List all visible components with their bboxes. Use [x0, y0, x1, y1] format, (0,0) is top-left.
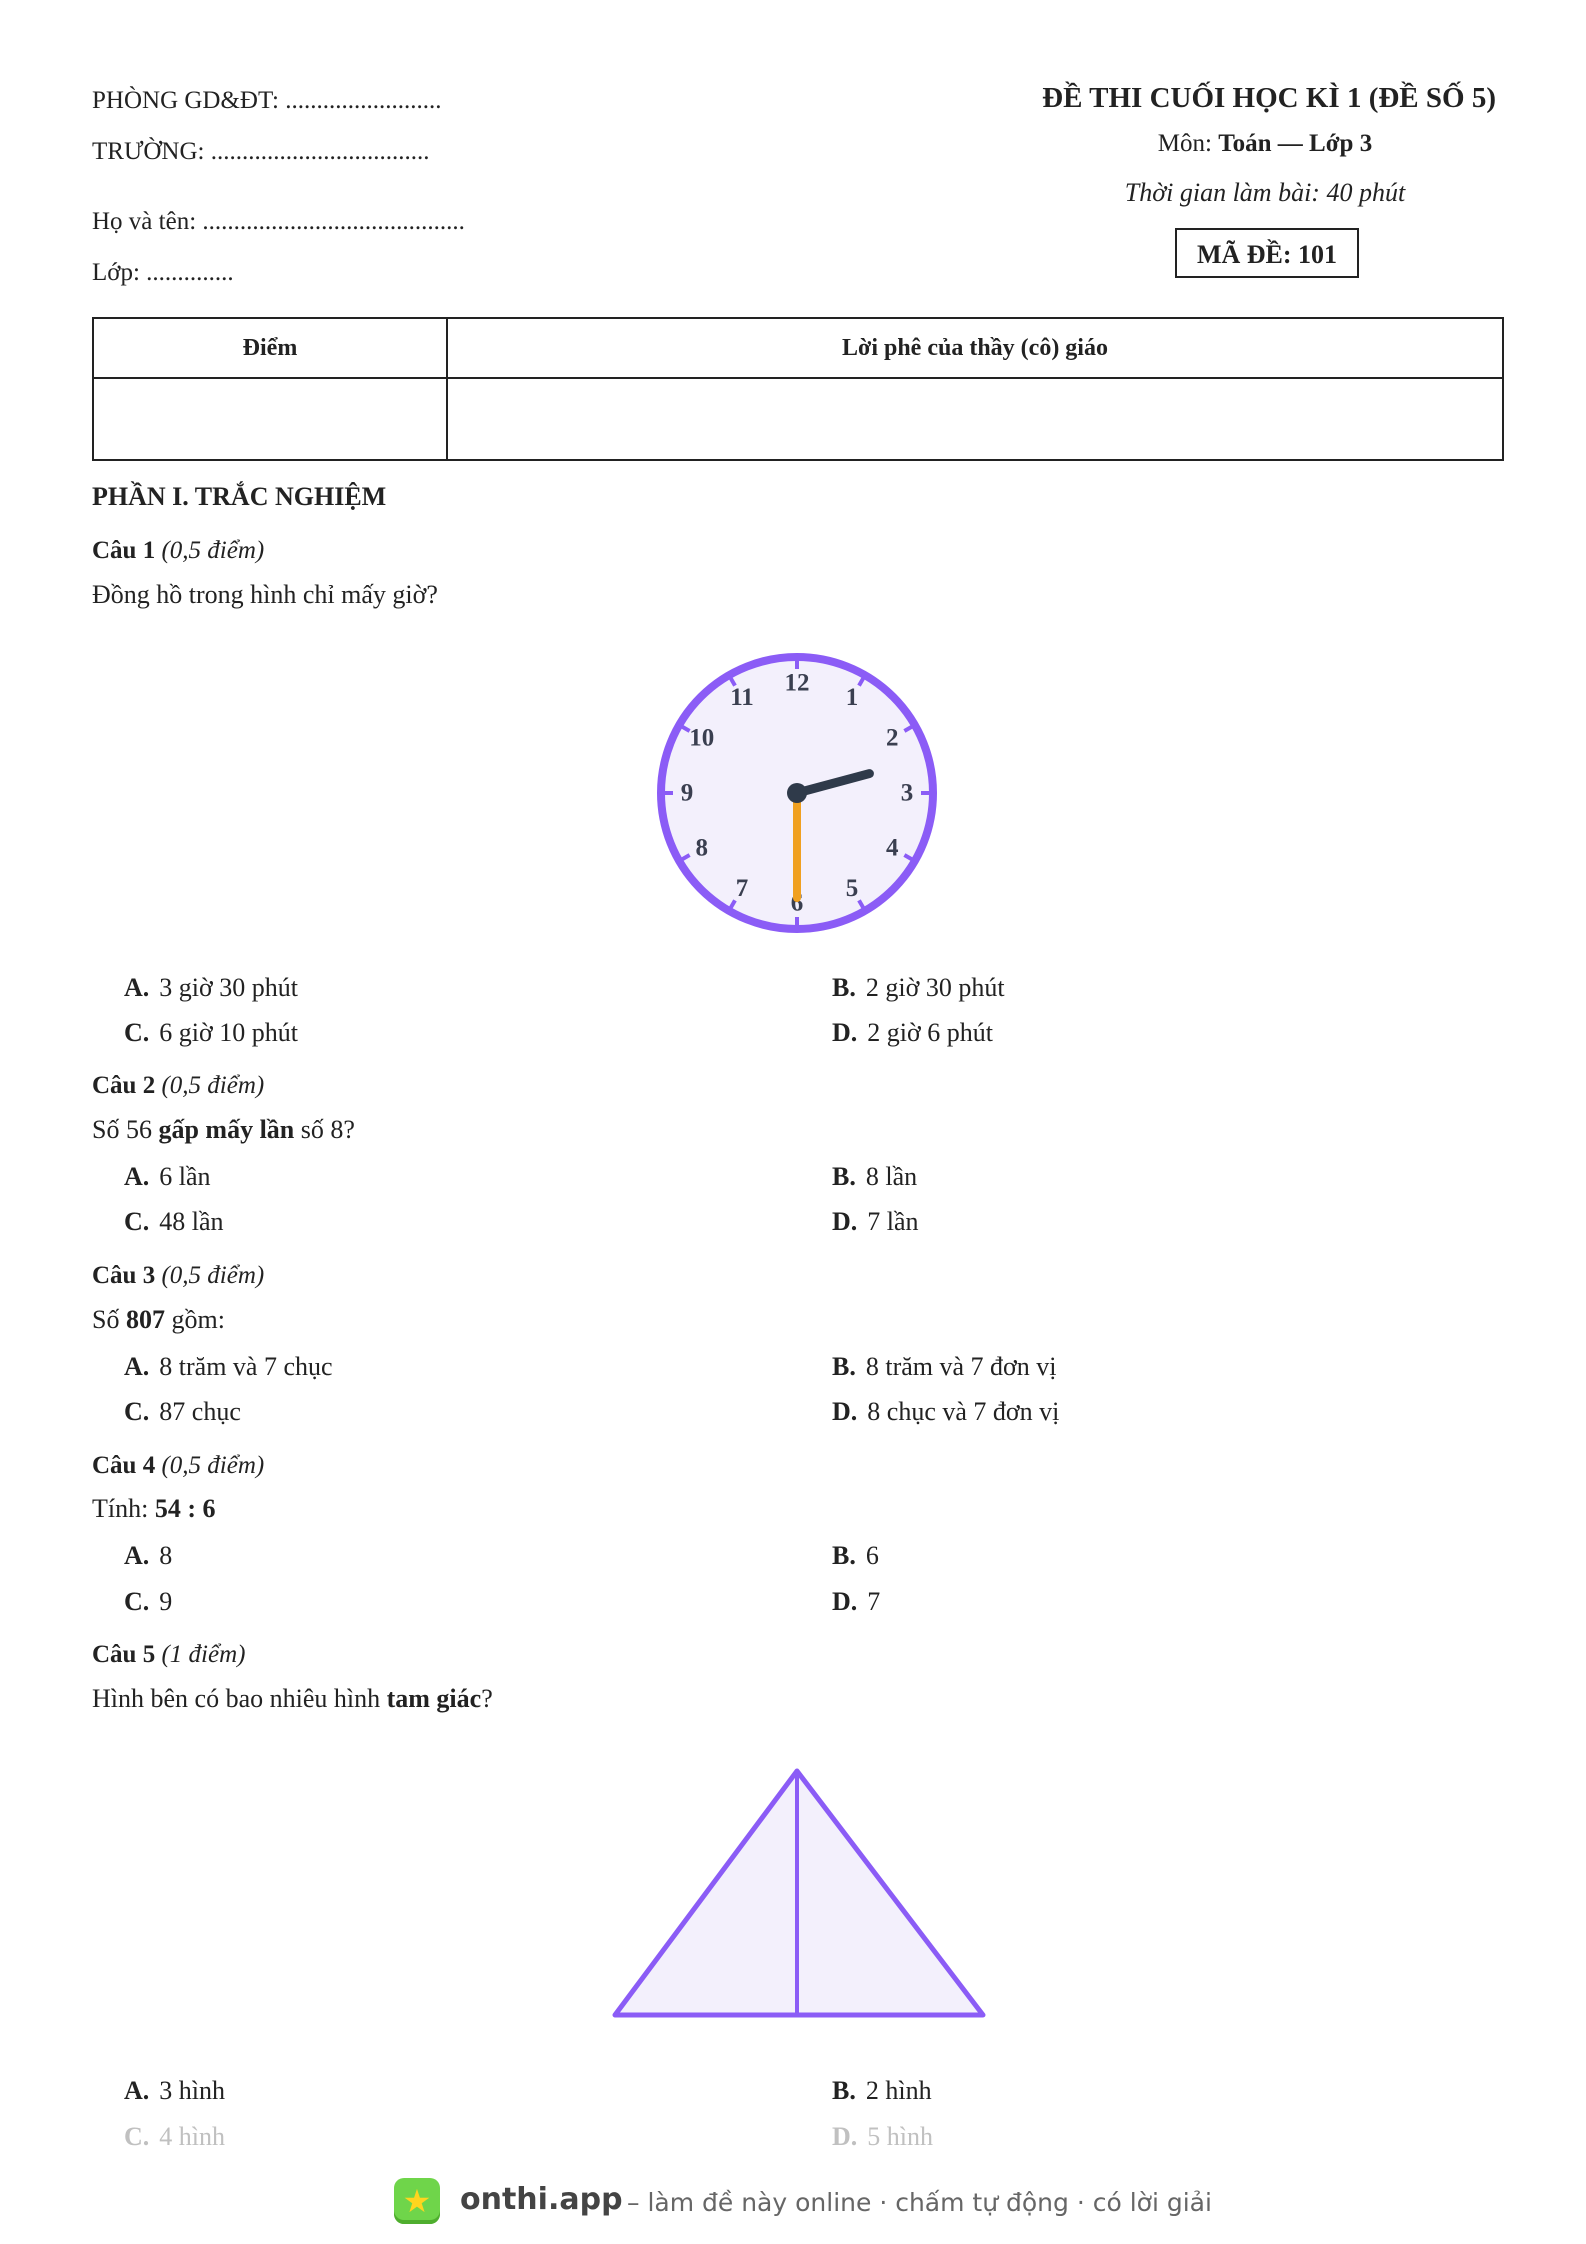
clock-number: 1 — [845, 684, 859, 712]
option-text: 2 giờ 6 phút — [867, 1018, 993, 1047]
question-text-part: Số 56 — [92, 1115, 159, 1144]
option-2a[interactable] — [124, 1162, 211, 1192]
question-text-bold: gấp mấy lần — [158, 1115, 295, 1144]
option-1a[interactable] — [124, 973, 298, 1003]
onthi-logo[interactable] — [394, 2178, 440, 2224]
question-text-part: Số — [92, 1305, 126, 1334]
clock-center — [787, 783, 807, 803]
option-4b[interactable] — [832, 1541, 879, 1571]
question-1-header — [92, 537, 264, 565]
option-text: 8 lần — [865, 1162, 918, 1191]
option-text: 8 — [159, 1541, 173, 1570]
option-text: 8 chục và 7 đơn vị — [867, 1397, 1060, 1426]
question-3-header — [92, 1262, 264, 1290]
option-letter: B. — [832, 2076, 856, 2105]
question-3-text — [92, 1305, 225, 1335]
subject-prefix: Môn: — [1157, 130, 1219, 157]
option-letter: D. — [832, 1587, 858, 1616]
option-text: 7 lần — [867, 1207, 919, 1236]
option-letter: C. — [124, 2122, 150, 2151]
question-points: (0,5 điểm) — [161, 1452, 265, 1479]
clock-number: 7 — [735, 874, 749, 902]
option-text: 87 chục — [159, 1397, 241, 1426]
clock-number: 6 — [790, 889, 804, 917]
promo-footer — [0, 2170, 1586, 2230]
question-4-header — [92, 1452, 264, 1480]
question-5-text — [92, 1684, 493, 1714]
question-4-text — [92, 1494, 216, 1524]
question-1-text: Đồng hồ trong hình chỉ mấy giờ? — [92, 580, 438, 609]
option-text: 8 trăm và 7 chục — [159, 1352, 333, 1381]
class-field: Lớp: .............. — [92, 259, 234, 286]
option-letter: D. — [832, 1397, 858, 1426]
option-5d[interactable] — [832, 2122, 933, 2152]
comment-header: Lời phê của thầy (cô) giáo — [447, 318, 1503, 378]
question-text-part: Hình bên có bao nhiêu hình — [92, 1684, 387, 1713]
question-label: Câu 2 — [92, 1072, 156, 1099]
option-3a[interactable] — [124, 1352, 333, 1382]
question-5-header — [92, 1641, 245, 1669]
student-name-field: Họ và tên: .......................................... — [92, 208, 465, 235]
section-title: PHẦN I. TRẮC NGHIỆM — [92, 482, 387, 511]
clock-number: 3 — [900, 779, 914, 807]
option-letter: A. — [124, 973, 150, 1002]
clock-number: 9 — [680, 779, 694, 807]
exam-title: ĐỀ THI CUỐI HỌC KÌ 1 (ĐỀ SỐ 5) — [1042, 82, 1496, 114]
option-5a[interactable] — [124, 2076, 225, 2106]
option-letter: C. — [124, 1018, 150, 1047]
subject-value: Toán — Lớp 3 — [1218, 130, 1373, 157]
option-text: 7 — [867, 1587, 881, 1616]
triangle-figure — [605, 1765, 990, 2025]
option-text: 6 giờ 10 phút — [159, 1018, 298, 1047]
score-header: Điểm — [93, 318, 447, 378]
option-letter: B. — [832, 1162, 856, 1191]
option-text: 6 lần — [159, 1162, 211, 1191]
option-2d[interactable] — [832, 1207, 919, 1237]
option-letter: A. — [124, 1541, 150, 1570]
brand-link[interactable]: onthi.app — [460, 2182, 623, 2217]
clock-number: 11 — [730, 684, 754, 712]
clock-number: 12 — [784, 669, 810, 697]
option-1c[interactable] — [124, 1018, 298, 1048]
score-cell — [93, 378, 447, 460]
option-text: 2 giờ 30 phút — [865, 973, 1005, 1002]
option-text: 2 hình — [865, 2076, 932, 2105]
option-letter: B. — [832, 1352, 856, 1381]
clock-figure — [652, 648, 942, 938]
option-text: 6 — [865, 1541, 879, 1570]
comment-cell — [447, 378, 1503, 460]
option-4d[interactable] — [832, 1587, 880, 1617]
question-points: (0,5 điểm) — [161, 1072, 265, 1099]
office-field: PHÒNG GD&ĐT: ......................... — [92, 87, 442, 114]
option-text: 3 giờ 30 phút — [159, 973, 298, 1002]
subject-line — [1060, 130, 1470, 158]
option-2c[interactable] — [124, 1207, 224, 1237]
option-text: 9 — [159, 1587, 173, 1616]
option-letter: C. — [124, 1207, 150, 1236]
question-text-part: số 8? — [294, 1115, 355, 1144]
question-2-text — [92, 1115, 355, 1145]
option-text: 8 trăm và 7 đơn vị — [865, 1352, 1057, 1381]
exam-time: Thời gian làm bài: 40 phút — [1124, 178, 1406, 207]
option-letter: C. — [124, 1397, 150, 1426]
option-letter: A. — [124, 1352, 150, 1381]
question-text-bold: tam giác — [386, 1684, 482, 1713]
school-field: TRƯỜNG: ................................... — [92, 138, 430, 165]
option-1d[interactable] — [832, 1018, 993, 1048]
option-1b[interactable] — [832, 973, 1005, 1003]
footer-tagline: – làm đề này online · chấm tự động · có lời giải — [627, 2188, 1212, 2217]
question-label: Câu 5 — [92, 1641, 156, 1668]
clock-number: 2 — [886, 724, 899, 752]
option-4c[interactable] — [124, 1587, 172, 1617]
option-letter: A. — [124, 1162, 150, 1191]
question-text-part: Tính: — [92, 1494, 155, 1523]
option-5b[interactable] — [832, 2076, 932, 2106]
question-points: (1 điểm) — [161, 1641, 246, 1668]
question-label: Câu 4 — [92, 1452, 156, 1479]
option-letter: B. — [832, 1541, 856, 1570]
option-4a[interactable] — [124, 1541, 172, 1571]
option-letter: D. — [832, 1018, 858, 1047]
option-letter: A. — [124, 2076, 150, 2105]
question-text-part: gồm: — [164, 1305, 225, 1334]
option-letter: B. — [832, 973, 856, 1002]
exam-code: MÃ ĐỀ: 101 — [1175, 228, 1359, 278]
question-points: (0,5 điểm) — [161, 1262, 265, 1289]
question-label: Câu 1 — [92, 537, 156, 564]
option-3b[interactable] — [832, 1352, 1057, 1382]
option-letter: D. — [832, 2122, 858, 2151]
score-table — [92, 317, 1504, 461]
option-text: 4 hình — [159, 2122, 226, 2151]
question-2-header — [92, 1072, 264, 1100]
clock-number: 10 — [689, 724, 715, 752]
question-label: Câu 3 — [92, 1262, 156, 1289]
option-text: 48 lần — [159, 1207, 224, 1236]
clock-number: 8 — [695, 834, 708, 862]
question-text-bold: 54 : 6 — [154, 1494, 216, 1523]
option-3c[interactable] — [124, 1397, 241, 1427]
star-icon: ★ — [402, 2182, 432, 2220]
question-text-bold: 807 — [125, 1305, 165, 1334]
option-letter: D. — [832, 1207, 858, 1236]
question-text-part: ? — [481, 1684, 493, 1713]
option-2b[interactable] — [832, 1162, 917, 1192]
option-text: 5 hình — [867, 2122, 934, 2151]
clock-number: 5 — [845, 874, 859, 902]
clock-number: 4 — [886, 834, 899, 862]
option-text: 3 hình — [159, 2076, 226, 2105]
option-3d[interactable] — [832, 1397, 1059, 1427]
option-letter: C. — [124, 1587, 150, 1616]
option-5c[interactable] — [124, 2122, 225, 2152]
question-points: (0,5 điểm) — [161, 537, 265, 564]
